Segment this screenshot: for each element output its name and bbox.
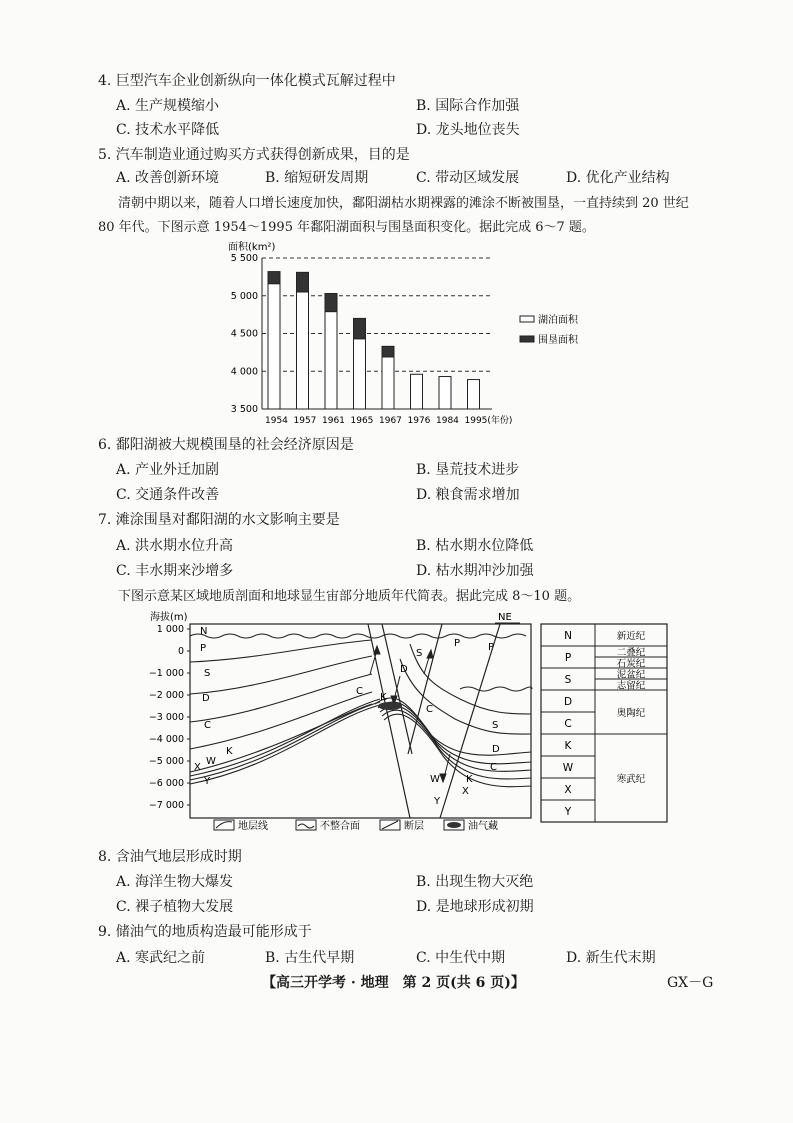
x-tick-label: 1967	[379, 416, 402, 426]
layer-label-right: W	[430, 774, 440, 785]
q4-option-a: A. 生产规模缩小	[116, 98, 220, 114]
x-tick-label: 1984	[436, 416, 459, 426]
layer-label-mid: C	[426, 704, 433, 715]
x-tick-label: 1965	[350, 416, 374, 426]
legend-lake-swatch	[520, 316, 534, 322]
layer-label-left: K	[226, 746, 233, 757]
table-code: S	[564, 674, 572, 686]
bar-lake-area	[325, 312, 337, 409]
q9-stem: 9. 储油气的地质构造最可能形成于	[98, 924, 312, 940]
geo-ylabel: 海拔(m)	[150, 612, 188, 623]
q4-option-d: D. 龙头地位丧失	[416, 122, 520, 138]
geo-legend-fault: 断层	[404, 821, 424, 832]
fault-arrows	[370, 646, 450, 782]
q8-option-d: D. 是地球形成初期	[416, 899, 534, 915]
bar-reclaim-area	[297, 272, 309, 292]
table-period: 志留纪	[616, 680, 646, 692]
layer-label-left: S	[204, 668, 211, 679]
table-period: 寒武纪	[616, 774, 646, 785]
table-period: 二叠纪	[616, 647, 646, 659]
layer-label-right: K	[466, 774, 473, 785]
legend-lake-label: 湖泊面积	[538, 315, 578, 326]
q5-option-b: B. 缩短研发周期	[265, 170, 369, 186]
geo-legend-stratum: 地层线	[238, 821, 268, 832]
x-tick-label: 1961	[322, 416, 345, 426]
q9-option-d: D. 新生代末期	[566, 950, 656, 966]
q8-stem: 8. 含油气地层形成时期	[98, 849, 242, 865]
paper-code: GX－G	[667, 975, 714, 991]
q7-option-a: A. 洪水期水位升高	[116, 538, 234, 554]
layer-label-right: P	[454, 638, 461, 649]
oil-reservoir	[378, 702, 402, 710]
legend-reclaim-swatch	[520, 336, 534, 342]
bar-reclaim-area	[325, 293, 337, 311]
q5-stem: 5. 汽车制造业通过购买方式获得创新成果，目的是	[98, 147, 410, 163]
stratum-lines	[190, 640, 531, 787]
y-tick-label: 5 000	[230, 290, 258, 302]
page-footer: 【高三开学考 · 地理 第 2 页(共 6 页)】	[262, 975, 525, 991]
geo-legend-oil: 油气藏	[468, 821, 498, 832]
bar-lake-area	[354, 339, 366, 409]
q6-option-a: A. 产业外迁加剧	[116, 462, 220, 478]
layer-label-mid: K	[380, 692, 387, 703]
unconformity-right	[460, 687, 532, 691]
q9-option-b: B. 古生代早期	[265, 950, 355, 966]
q8-option-b: B. 出现生物大灭绝	[416, 874, 534, 890]
y-tick-label: 4 500	[230, 328, 258, 340]
layer-label-left: W	[206, 756, 216, 767]
q7-option-d: D. 枯水期冲沙加强	[416, 563, 534, 579]
layer-label-left: Y	[204, 776, 211, 787]
table-code: N	[564, 630, 572, 642]
layer-label-left: X	[194, 762, 201, 773]
q7-option-c: C. 丰水期来沙增多	[116, 563, 234, 579]
table-code: D	[563, 696, 573, 708]
table-code: C	[564, 718, 572, 730]
layer-label-right: C	[490, 762, 497, 773]
geo-direction: NE	[498, 612, 512, 623]
y-tick-label: 3 500	[230, 404, 258, 415]
table-code: Y	[564, 806, 572, 818]
q9-option-c: C. 中生代中期	[416, 950, 506, 966]
table-code: W	[562, 762, 574, 774]
bar-lake-area	[268, 284, 280, 409]
layer-label-right: D	[492, 744, 500, 755]
layer-label-mid: S	[416, 648, 423, 659]
passage-2: 下图示意某区域地质剖面和地球显生宙部分地质年代简表。据此完成 8～10 题。	[118, 589, 581, 604]
q8-option-c: C. 裸子植物大发展	[116, 899, 234, 915]
table-code: X	[564, 784, 572, 796]
layer-label-right: P	[488, 642, 495, 653]
geological-section	[0, 604, 793, 844]
layer-label-left: C	[204, 720, 211, 731]
chart-ylabel: 面积(km²)	[228, 242, 276, 253]
q4-option-b: B. 国际合作加强	[416, 98, 520, 114]
passage-1-line-2: 80 年代。下图示意 1954～1995 年鄱阳湖面积与围垦面积变化。据此完成 6～7 题。	[98, 220, 595, 235]
bar-reclaim-area	[382, 346, 394, 357]
layer-label-left: N	[200, 626, 208, 637]
q9-option-a: A. 寒武纪之前	[116, 950, 206, 966]
geo-legend-unconformity: 不整合面	[320, 821, 360, 832]
q4-stem: 4. 巨型汽车企业创新纵向一体化模式瓦解过程中	[98, 73, 396, 89]
q5-option-c: C. 带动区域发展	[416, 170, 520, 186]
table-period: 石炭纪	[616, 658, 646, 670]
x-tick-label: 1954	[265, 416, 288, 426]
bar-lake-area	[411, 374, 423, 409]
q4-option-c: C. 技术水平降低	[116, 122, 220, 138]
layer-label-left: P	[200, 643, 207, 654]
legend-reclaim-label: 围垦面积	[538, 335, 578, 346]
bar-lake-area	[297, 292, 309, 409]
layer-label-mid: C	[356, 686, 363, 697]
x-tick-label: 1976	[407, 416, 431, 426]
x-tick-label: 1957	[293, 416, 317, 426]
faults	[368, 624, 500, 818]
q6-option-b: B. 垦荒技术进步	[416, 462, 520, 478]
lake-area-chart	[0, 236, 793, 436]
geo-y-tick: 0	[177, 646, 184, 657]
x-tick-label: 1995(年份)	[464, 416, 513, 426]
geo-y-tick: −2 000	[148, 690, 184, 701]
y-tick-label: 4 000	[230, 366, 258, 378]
table-period: 奥陶纪	[616, 708, 646, 719]
geo-y-tick: −4 000	[148, 734, 184, 745]
bar-lake-area	[468, 380, 480, 409]
bar-reclaim-area	[354, 318, 366, 338]
layer-label-left: D	[202, 693, 210, 704]
geo-y-tick: −1 000	[148, 668, 184, 679]
geo-y-tick: −7 000	[148, 800, 184, 811]
q6-stem: 6. 鄱阳湖被大规模围垦的社会经济原因是	[98, 437, 354, 453]
bar-reclaim-area	[268, 272, 280, 284]
layer-label-right: X	[462, 786, 469, 797]
q5-option-a: A. 改善创新环境	[116, 170, 220, 186]
layer-label-right: S	[492, 720, 499, 731]
q7-stem: 7. 滩涂围垦对鄱阳湖的水文影响主要是	[98, 512, 340, 528]
q8-option-a: A. 海洋生物大爆发	[116, 874, 234, 890]
q7-option-b: B. 枯水期水位降低	[416, 538, 534, 554]
y-tick-label: 5 500	[230, 253, 258, 264]
bar-lake-area	[439, 377, 451, 409]
geo-frame	[190, 624, 531, 818]
geo-y-tick: −3 000	[148, 712, 184, 723]
q6-option-d: D. 粮食需求增加	[416, 487, 520, 503]
geo-y-tick: −5 000	[148, 756, 184, 767]
geo-y-tick: 1 000	[156, 624, 184, 635]
geo-legend	[0, 814, 793, 838]
q5-option-d: D. 优化产业结构	[566, 170, 670, 186]
table-code: K	[564, 740, 572, 752]
table-code: P	[564, 652, 572, 664]
layer-label-mid: D	[400, 664, 408, 675]
geo-y-tick: −6 000	[148, 778, 184, 789]
q6-option-c: C. 交通条件改善	[116, 487, 220, 503]
layer-label-right: Y	[434, 796, 441, 807]
table-period: 新近纪	[616, 631, 646, 642]
period-table	[541, 624, 667, 822]
bar-lake-area	[382, 357, 394, 409]
unconformity-top	[190, 634, 526, 638]
passage-1-line-1: 清朝中期以来，随着人口增长速度加快，鄱阳湖枯水期裸露的滩涂不断被围垦，一直持续到 20 世纪	[118, 196, 689, 211]
table-period: 泥盆纪	[616, 669, 646, 681]
